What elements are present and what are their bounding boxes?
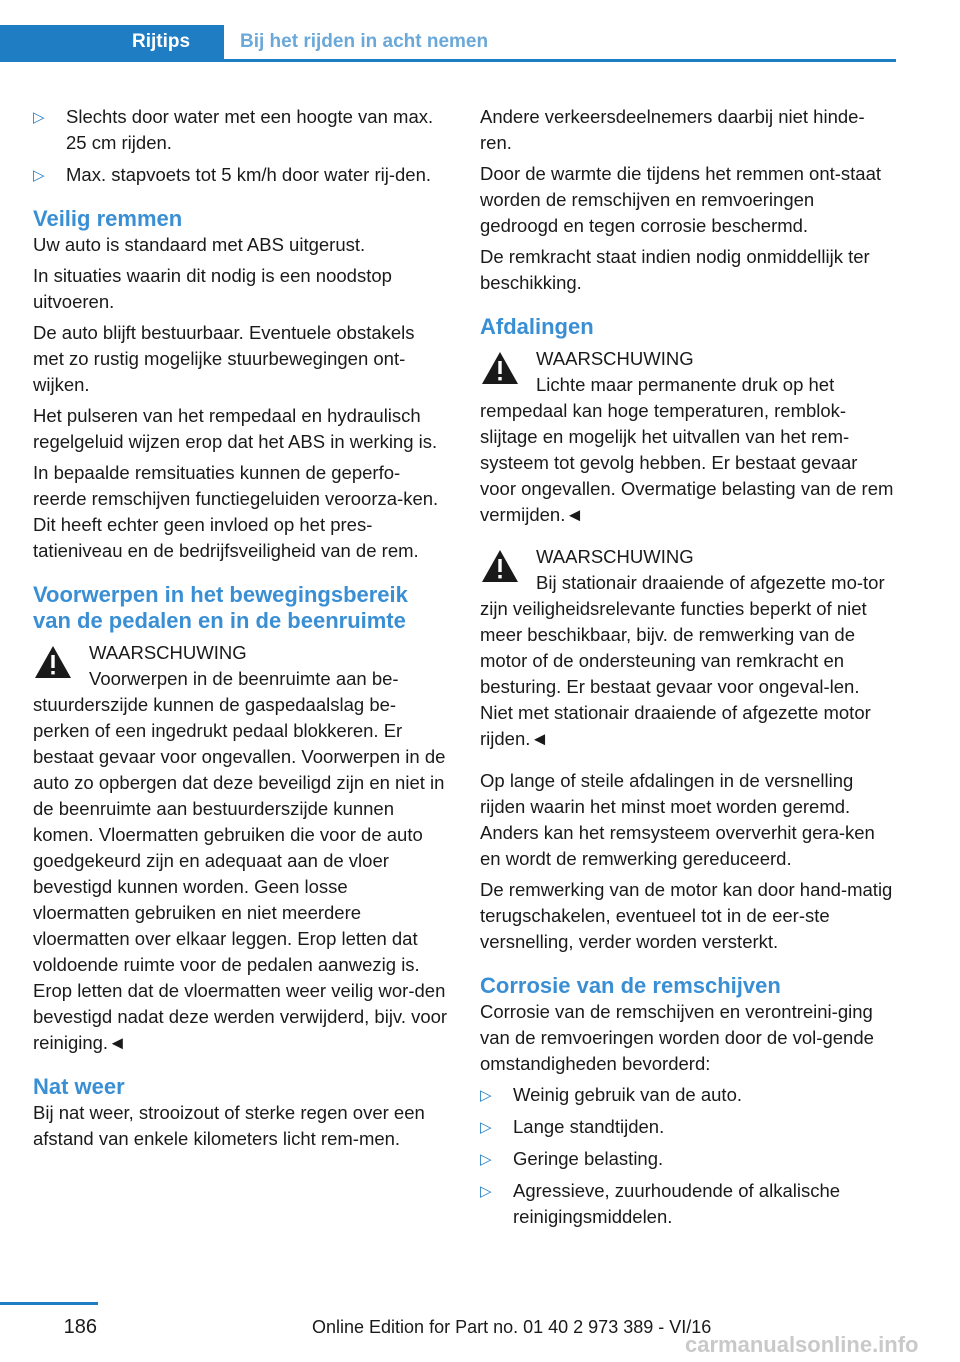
warning-triangle-icon [33,644,73,680]
warning-text: Voorwerpen in de beenruimte aan be‐stuurderszijde kunnen de gaspedaalslag be‐perken of een ingedrukt pedaal blokkeren. Er bestaat gevaar voor ongevallen. Voorwerpen in de auto zo opbergen dat deze beveiligd zijn en niet in de beenruimte aan bestuurderszijde kunnen komen. Vloermatten gebruiken die voor de auto goedgekeurd zijn en adequaat aan de vloer bevestigd kunnen worden. Geen losse vloermatten gebruiken en niet meerdere vloermatten over elkaar leggen. Erop letten dat voldoende ruimte voor de pedalen aanwezig is. Erop letten dat de vloermatten weer veilig wor‐den bevestigd nadat deze werden verwijderd, bijv. voor reiniging.◄ [33,668,448,1053]
list-item: ▷ Geringe belasting. [480,1146,896,1172]
paragraph: Door de warmte die tijdens het remmen ont‐staat worden de remschijven en remvoeringen gedroogd en tegen corrosie beschermd. [480,163,882,236]
paragraph: De remwerking van de motor kan door hand‐matig terugschakelen, eventueel tot in de eer‐ste versnelling, verder worden versterkt. [480,879,893,952]
paragraph: Bij nat weer, strooizout of sterke regen over een afstand van enkele kilometers licht rem‐men. [33,1102,425,1149]
right-column [480,104,896,1242]
warning-label: WAARSCHUWING [536,348,694,369]
paragraph: Het pulseren van het rempedaal en hydraulisch regelgeluid wijzen erop dat het ABS in werking is. [33,405,438,452]
section-heading-wet-weather: Nat weer [33,1074,125,1099]
list-item: ▷ Max. stapvoets tot 5 km/h door water rij‐den. [33,162,449,188]
bullet-triangle-icon: ▷ [480,1183,492,1200]
warning-text: Bij stationair draaiende of afgezette mo‐tor zijn veiligheidsrelevante functies beperkt of niet meer beschikbaar, bijv. de remwerking van de motor of de ondersteuning van remkracht en besturing. Er bestaat gevaar voor ongeval‐len. Niet met stationair draaiende of afgezette motor rijden.◄ [480,572,885,749]
section-heading-corrosion: Corrosie van de remschijven [480,973,781,998]
header-rule [224,59,896,62]
paragraph: Andere verkeersdeelnemers daarbij niet hinde‐ren. [480,106,865,153]
warning-label: WAARSCHUWING [89,642,247,663]
paragraph: De auto blijft bestuurbaar. Eventuele obstakels met zo rustig mogelijke stuurbewegingen ont‐wijken. [33,322,415,395]
section-heading-pedal-area: Voorwerpen in het bewegingsbereik van de pedalen en in de beenruimte [33,582,408,633]
page-header [0,0,960,62]
paragraph: In situaties waarin dit nodig is een noodstop uitvoeren. [33,265,392,312]
warning-triangle-icon [480,548,520,584]
bullet-triangle-icon: ▷ [480,1087,492,1104]
bullet-triangle-icon: ▷ [480,1119,492,1136]
header-section-label: Rijtips [132,31,191,52]
list-item: ▷ Weinig gebruik van de auto. [480,1082,896,1108]
bullet-triangle-icon: ▷ [33,109,45,126]
water-depth-list [33,104,449,188]
paragraph: De remkracht staat indien nodig onmiddellijk ter beschikking. [480,246,870,293]
warning-label: WAARSCHUWING [536,546,694,567]
list-item: ▷ Lange standtijden. [480,1114,896,1140]
paragraph: Uw auto is standaard met ABS uitgerust. [33,234,366,255]
paragraph: Op lange of steile afdalingen in de versnelling rijden waarin het minst moet worden geremd. Anders kan het remsysteem oververhit gera‐ken en wordt de remwerking gereduceerd. [480,770,875,869]
section-heading-descents: Afdalingen [480,314,594,339]
edition-text: Online Edition for Part no. 01 40 2 973 389 - VI/16 [312,1317,712,1337]
page-number: 186 [63,1316,97,1338]
watermark: carmanualsonline.info [685,1332,919,1357]
left-column [33,104,449,1157]
warning-block [480,544,896,752]
list-item: ▷ Slechts door water met een hoogte van max. 25 cm rijden. [33,106,434,153]
paragraph: Corrosie van de remschijven en verontreini‐ging van de remvoeringen worden door de vol‐gende omstandigheden bevorderd: [480,1001,874,1074]
header-chapter-title: Bij het rijden in acht nemen [240,31,489,52]
section-heading-safe-braking: Veilig remmen [33,206,183,231]
warning-text: Lichte maar permanente druk op het rempedaal kan hoge temperaturen, remblok‐slijtage en mogelijk het uitvallen van het rem‐systeem tot gevolg hebben. Er bestaat gevaar voor ongevallen. Overmatige belasting van de rem vermijden.◄ [480,374,894,525]
warning-block [480,346,896,528]
bullet-triangle-icon: ▷ [480,1151,492,1168]
list-item: ▷ Agressieve, zuurhoudende of alkalische reinigingsmiddelen. [480,1180,841,1227]
warning-block [33,640,449,1056]
paragraph: In bepaalde remsituaties kunnen de geperfo‐reerde remschijven functiegeluiden veroorza‐ken. Dit heeft echter geen invloed op het pres‐tatieniveau en de bedrijfsveiligheid van de rem. [33,462,439,561]
footer-rule [0,1302,98,1305]
warning-triangle-icon [480,350,520,386]
corrosion-causes-list [480,1082,896,1230]
bullet-triangle-icon: ▷ [33,167,45,184]
